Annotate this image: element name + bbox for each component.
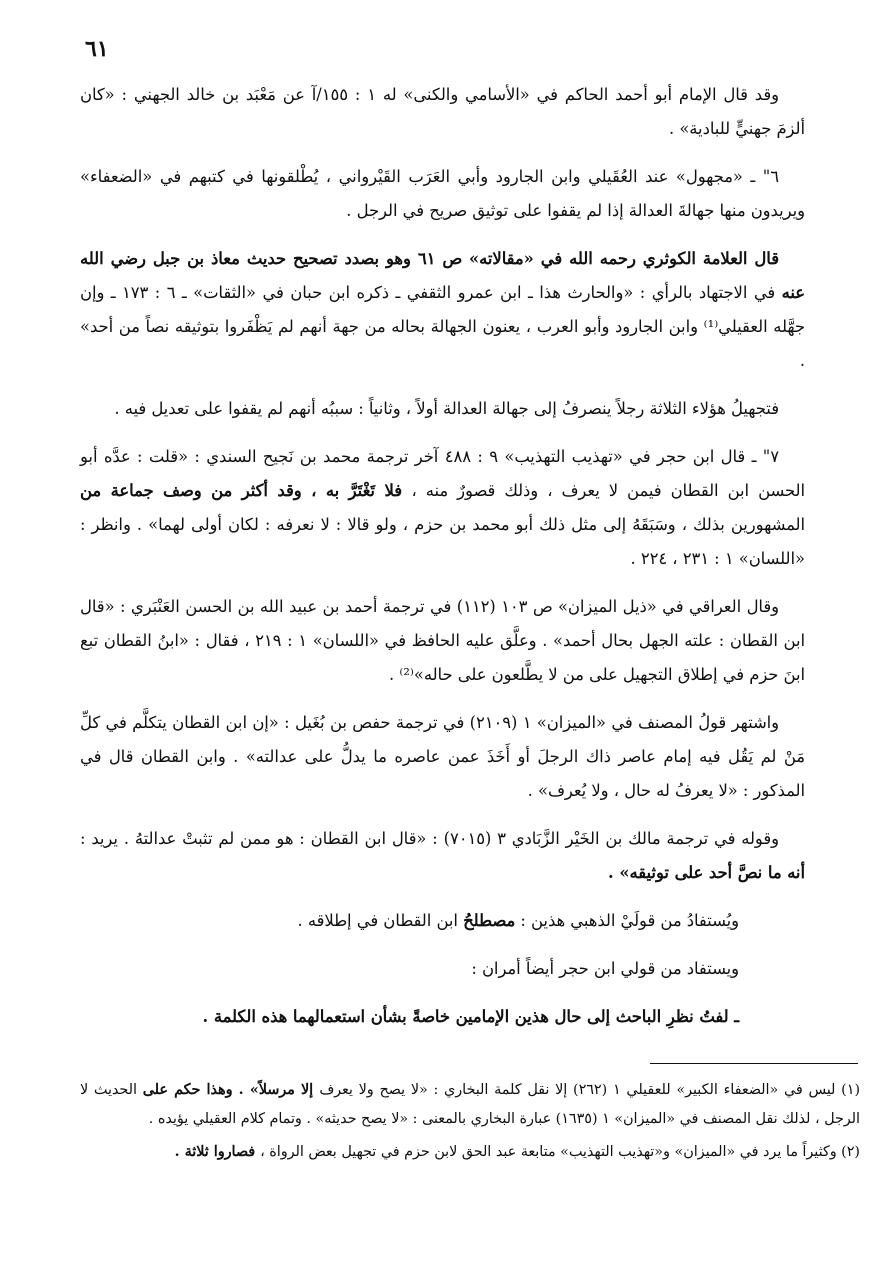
paragraph-amran: ويستفاد من قولي ابن حجر أيضاً أمران : xyxy=(471,959,739,978)
page-number: ٦١ xyxy=(85,36,109,62)
paragraph-laft: ـ لفتُ نظرِ الباحث إلى حال هذين الإمامين خاصةً بشأن استعمالهما هذه الكلمة . xyxy=(202,1007,739,1026)
paragraph-kawthari: قال العلامة الكوثري رحمه الله في «مقالاته» ص ٦١ وهو بصدد تصحيح حديث معاذ بن جبل رضي الله عنه في الاجتهاد بالرأي : «والحارث هذا ـ ابن عمرو الثقفي ـ ذكره ابن حبان في «الثقات» ـ ٦ : ١٧٣ ـ وإن جهَّله العقيلي⁽¹⁾ وابن الجارود وأبو العرب ، يعنون الجهالة بحاله من جهة أنهم لم يَظْفَروا بتوثيقه نصاً من أحد» . xyxy=(80,249,805,370)
footnote-2: (٢) وكثيراً ما يرد في «الميزان» و«تهذيب التهذيب» متابعة عبد الحق لابن حزم في تجهيل بعض الرواة ، فصاروا ثلاثة . xyxy=(174,1144,860,1160)
paragraph-tajhil: فتجهيلُ هؤلاء الثلاثة رجلاً ينصرفُ إلى جهالة العدالة أولاً ، وثانياً : سببُه أنهم لم يقفوا على تعديل فيه . xyxy=(114,399,779,418)
paragraph-hakim: وقد قال الإمام أبو أحمد الحاكم في «الأسامي والكنى» له ١ : ١٥٥/آ عن مَعْبَد بن خالد الجهني : «كان ألزمَ جهنيٍّ للبادية» . xyxy=(80,85,805,138)
main-text xyxy=(80,78,805,1048)
paragraph-mizan: واشتهر قولُ المصنف في «الميزان» ١ (٢١٠٩) في ترجمة حفص بن بُغَيل : «إن ابن القطان يتكلَّم في كلِّ مَنْ لم يَقُل فيه إمام عاصر ذاك الرجلَ أو أَخَذَ عمن عاصره ما يدلُّ على عدالته» . وابن القطان قال في المذكور : «لا يعرفُ له حال ، ولا يُعرف» . xyxy=(80,713,805,800)
footnote-1: (١) ليس في «الضعفاء الكبير» للعقيلي ١ (٢٦٢) إلا نقل كلمة البخاري : «لا يصح ولا يعرف إلا مرسلاً» . وهذا حكم على الحديث لا الرجل ، لذلك نقل المصنف في «الميزان» ١ (١٦٣٥) عبارة البخاري بالمعنى : «لا يصح حديثه» . وتمام كلام العقيلي يؤيده . xyxy=(80,1082,861,1127)
footnotes xyxy=(80,1076,860,1171)
paragraph-zabadi: وقوله في ترجمة مالك بن الخَيْر الزَّبَادي ٣ (٧٠١٥) : «قال ابن القطان : هو ممن لم تثبتْ عدالتهُ . يريد : أنه ما نصَّ أحد على توثيقه» . xyxy=(80,829,805,882)
footnote-separator xyxy=(650,1063,858,1064)
paragraph-dhahabi: ويُستفادُ من قولَيْ الذهبي هذين : مصطلحُ ابن القطان في إطلاقه . xyxy=(297,911,739,930)
paragraph-iraqi: وقال العراقي في «ذيل الميزان» ص ١٠٣ (١١٢) في ترجمة أحمد بن عبيد الله بن الحسن العَنْبَري : «قال ابن القطان : علته الجهل بحال أحمد» . وعلَّق عليه الحافظ في «اللسان» ١ : ٢١٩ ، فقال : «ابنُ القطان تبع ابنَ حزم في إطلاق التجهيل على من لا يطَّلعون على حاله»⁽²⁾ . xyxy=(80,597,805,684)
paragraph-majhul: ٦" ـ «مجهول» عند العُقَيلي وابن الجارود وأبي العَرَب القَيْرواني ، يُطْلقونها في كتبهم في «الضعفاء» ويريدون منها جهالةَ العدالة إذا لم يقفوا على توثيق صريح في الرجل . xyxy=(80,167,805,220)
paragraph-ibn-hajar: ٧" ـ قال ابن حجر في «تهذيب التهذيب» ٩ : ٤٨٨ آخر ترجمة محمد بن نَجيح السندي : «قلت : عدَّه أبو الحسن ابن القطان فيمن لا يعرف ، وذلك قصورٌ منه ، فلا تَغْتَرَّ به ، وقد أكثر من وصف جماعة من المشهورين بذلك ، وسَبَقَهُ إلى مثل ذلك أبو محمد بن حزم ، ولو قالا : لا نعرفه : لكان أولى لهما» . وانظر : «اللسان» ١ : ٢٣١ ، ٢٢٤ . xyxy=(80,447,805,568)
